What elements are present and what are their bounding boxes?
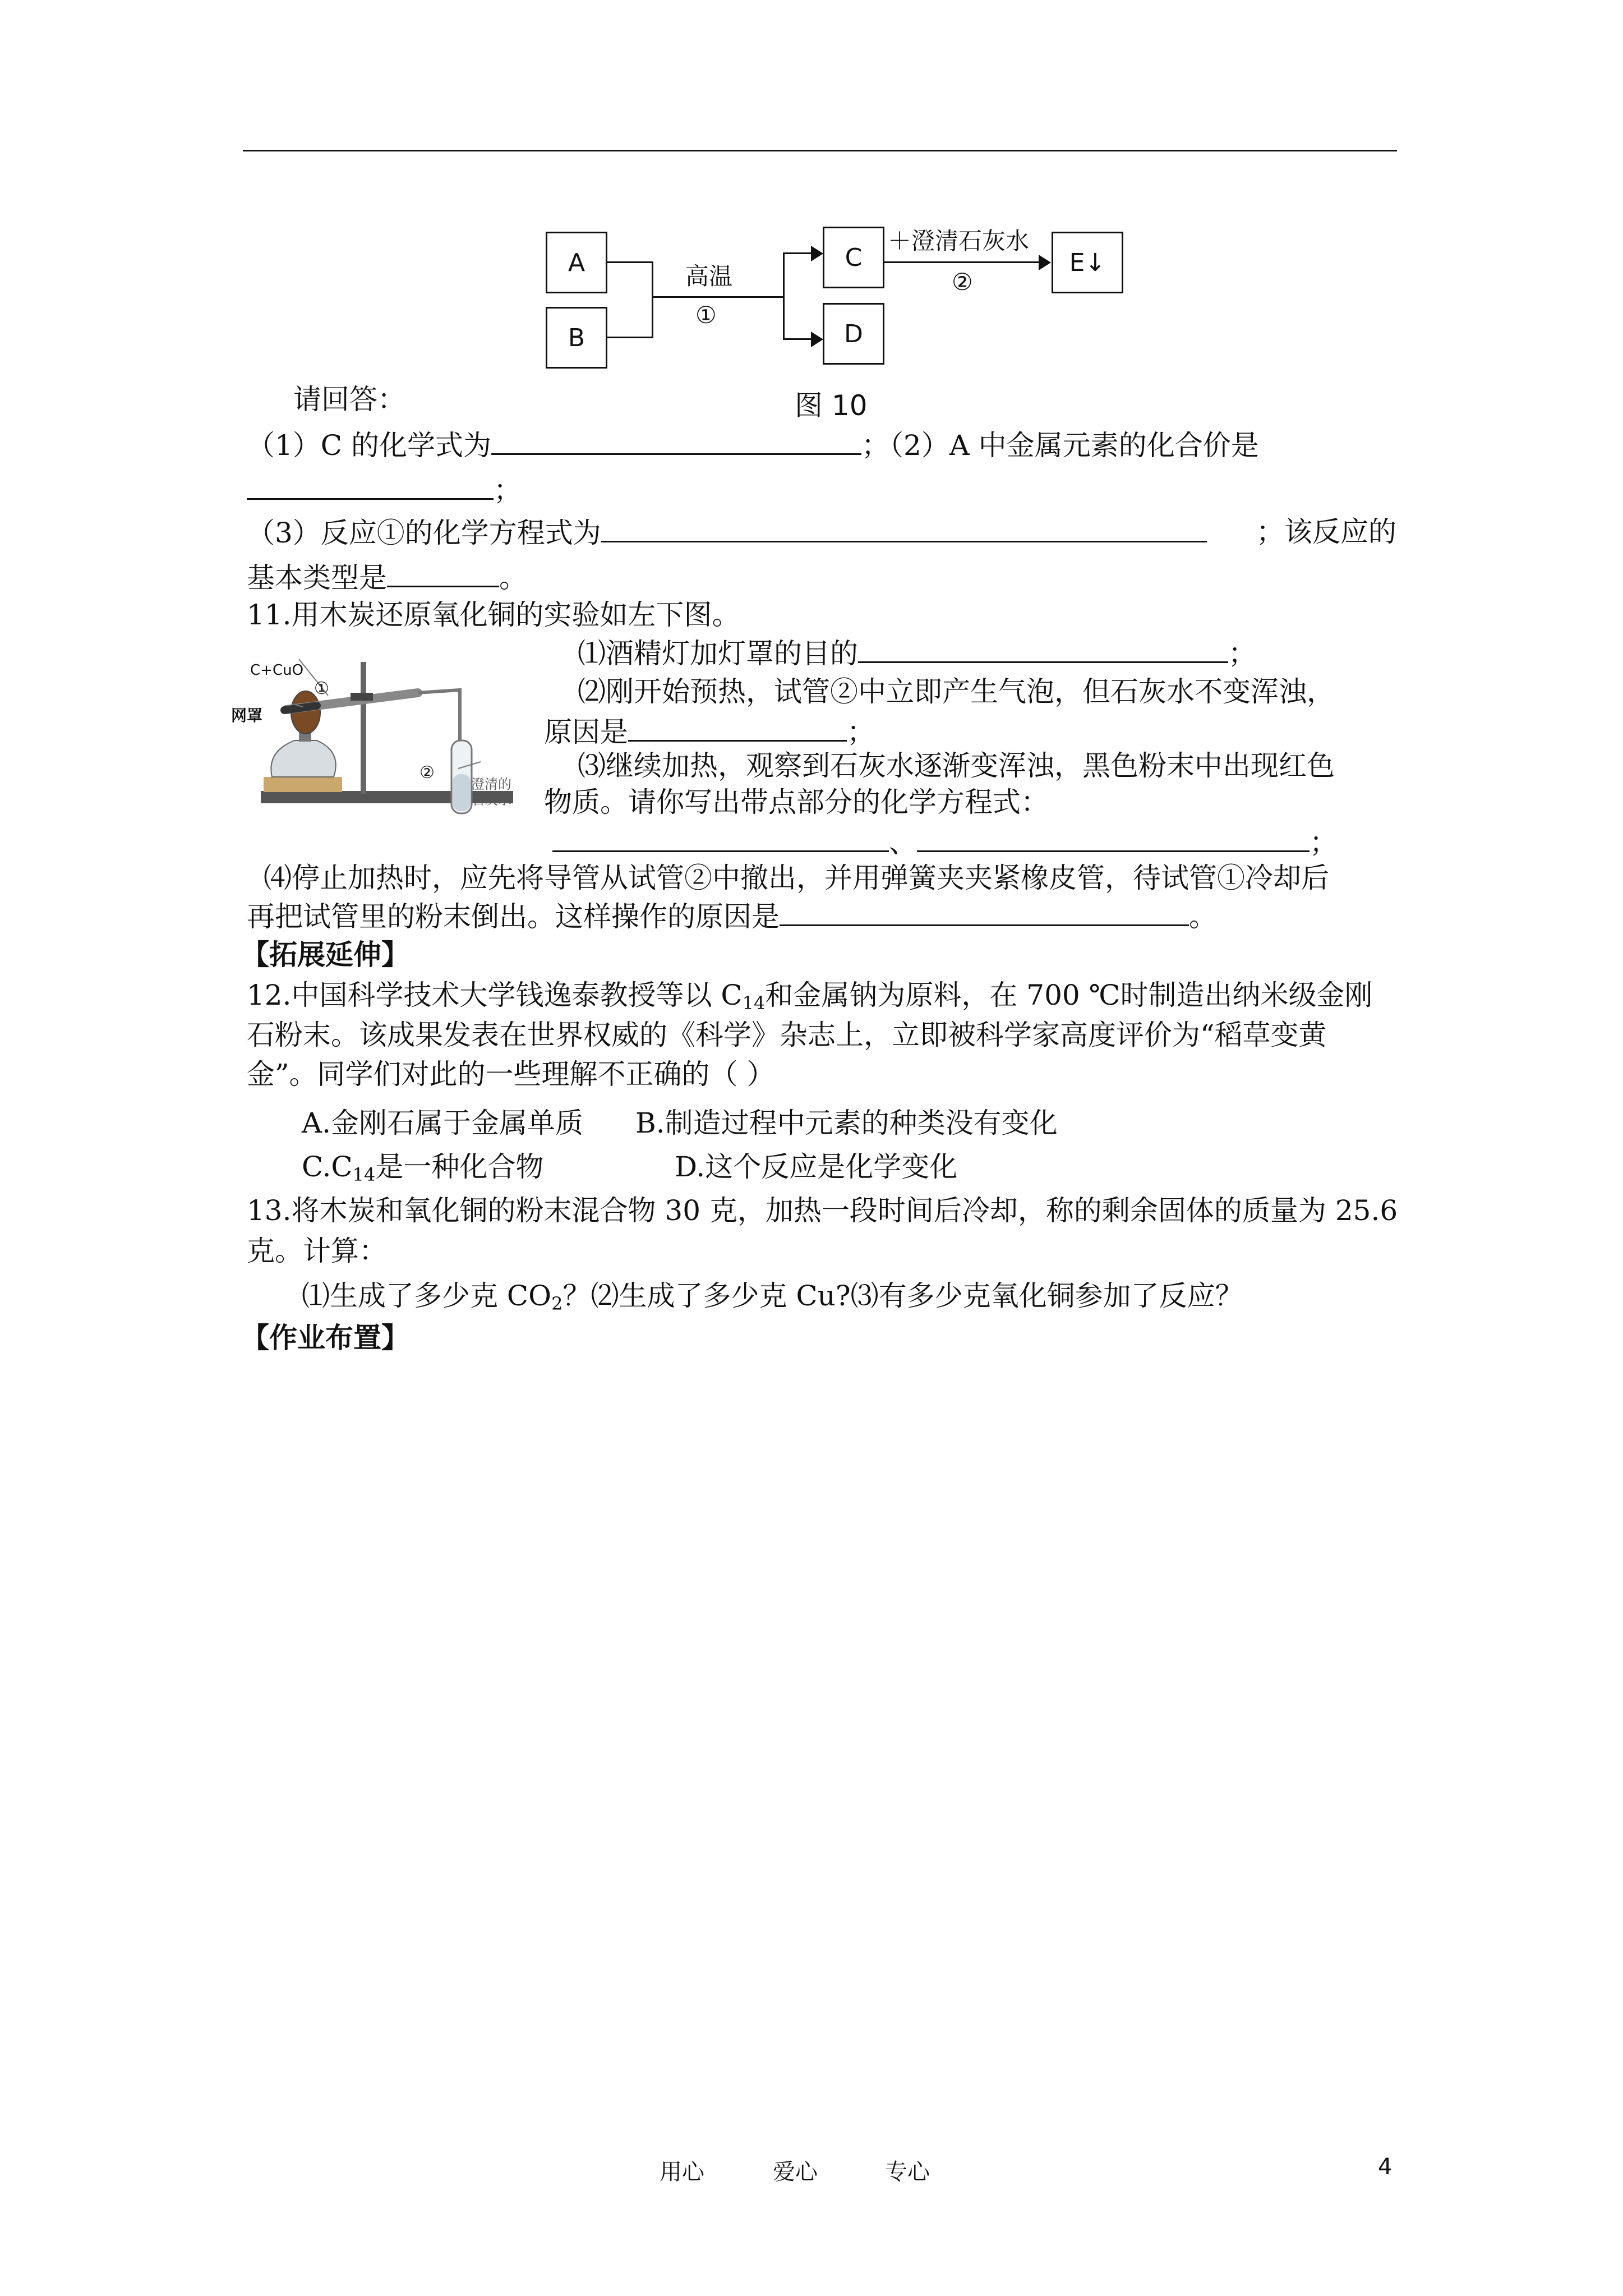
q10-line2 [247, 472, 522, 507]
header-rule [243, 150, 1397, 151]
box-a [546, 232, 607, 293]
connector-main [652, 296, 783, 298]
q11-s1-end: ； [1228, 637, 1256, 670]
q11-s3-text: ⑶继续加热，观察到石灰水逐渐变浑浊，黑色粉末中出现红色 [578, 749, 1335, 782]
q12-line3: 金”。同学们对此的一些理解不正确的（ ） [247, 1058, 775, 1091]
q10-p1-text: （1）C 的化学式为 [247, 429, 491, 462]
q12-option-c-tail: 是一种化合物 [375, 1151, 544, 1183]
answer-blank-valence[interactable] [247, 472, 494, 500]
figure-label-c-cuo: C+CuO [250, 662, 304, 679]
q11-s4-end: 。 [1189, 900, 1217, 933]
wood-block [264, 777, 342, 792]
answer-blank-operation-reason[interactable] [780, 899, 1189, 926]
q11-s4-text: ⑷停止加热时，应先将导管从试管②中撤出，并用弹簧夹夹紧橡皮管，待试管①冷却后 [264, 862, 1329, 894]
q12-option-a[interactable]: A.金刚石属于金属单质 [302, 1107, 584, 1139]
reaction-2-label: ② [952, 268, 973, 296]
arrow-to-d [783, 338, 814, 340]
q12-option-c[interactable] [302, 1150, 543, 1191]
q10-p2-text: ；（2）A 中金属元素的化合价是 [861, 429, 1259, 462]
box-a-label: A [568, 248, 585, 277]
answer-blank-reason[interactable] [628, 714, 847, 742]
q11-s2-text: ⑵刚开始预热，试管②中立即产生气泡，但石灰水不变浑浊， [578, 675, 1335, 708]
arrow-head-e [1039, 255, 1051, 270]
arrow-head-d [811, 332, 823, 347]
figure-10-caption: 图 10 [795, 389, 868, 422]
q13-text-b: ？⑵生成了多少克 Cu?⑶有多少克氧化铜参加了反应？ [562, 1280, 1243, 1312]
q11-s3-prompt: 物质。请你写出带点部分的化学方程式： [544, 786, 1049, 818]
q11-s2-end: ； [847, 716, 875, 748]
q13-line1: 13.将木炭和氧化铜的粉末混合物 30 克，加热一段时间后冷却，称的剩余固体的质量为 25.6 [247, 1194, 1398, 1227]
q11-s3-end: ； [1310, 826, 1338, 859]
figure-label-net: 网罩 [231, 706, 263, 725]
q11-s2-reason: 原因是 [544, 716, 628, 748]
q11-line3 [544, 714, 875, 749]
answer-blank-equation-2[interactable] [917, 825, 1310, 852]
q13-subscript: 2 [551, 1293, 563, 1314]
q10-p1-wrap [247, 427, 1259, 462]
connector-a [607, 261, 652, 263]
answer-blank-lamp-cover[interactable] [858, 636, 1228, 663]
q10-line1 [247, 427, 1396, 462]
stand-rod [361, 662, 366, 794]
q12-line2: 石粉末。该成果发表在世界权威的《科学》杂志上，立即被科学家高度评价为“稻草变黄 [247, 1019, 1327, 1051]
q12-subscript: 14 [742, 992, 766, 1014]
box-b [546, 307, 607, 369]
clamp [351, 693, 373, 701]
q11-line8 [247, 899, 1217, 933]
q10-semicolon: ； [494, 474, 522, 507]
answer-blank-c-formula[interactable] [491, 427, 861, 455]
q10-p3-wrap [247, 515, 1207, 550]
box-d-label: D [844, 319, 863, 348]
q12-text-b: 和金属钠为原料，在 700 ℃时制造出纳米级金刚 [765, 979, 1373, 1011]
limewater [453, 774, 471, 811]
condition-limewater: ＋澄清石灰水 [888, 227, 1030, 255]
q12-line1 [247, 978, 1373, 1020]
box-d [823, 303, 884, 365]
box-c-label: C [845, 243, 863, 272]
q11-s4-reason: 再把试管里的粉末倒出。这样操作的原因是 [247, 900, 780, 933]
alcohol-lamp [271, 740, 335, 777]
figure-label-limewater-1: 澄清的 [471, 776, 511, 792]
q13-line3 [302, 1279, 1243, 1320]
connector-cd-vertical [783, 252, 785, 340]
q10-prompt: 请回答： [293, 383, 405, 416]
reaction-1-label: ① [695, 301, 717, 329]
q11-s1-text: ⑴酒精灯加灯罩的目的 [578, 637, 858, 670]
arrow-c-to-e [884, 261, 1041, 263]
footer-text-2: 爱心 [773, 2159, 818, 2185]
condition-high-temp: 高温 [685, 263, 733, 290]
answer-blank-equation[interactable] [601, 515, 1207, 542]
box-e [1052, 232, 1123, 293]
figure-label-limewater-2: 石灰水 [471, 792, 511, 808]
q12-option-b[interactable]: B.制造过程中元素的种类没有变化 [635, 1107, 1058, 1139]
q10-period: 。 [499, 562, 527, 594]
q11-title: 11.用木炭还原氧化铜的实验如左下图。 [247, 599, 740, 631]
box-b-label: B [568, 323, 585, 352]
page-number: 4 [1378, 2154, 1393, 2180]
q10-type-text: 基本类型是 [247, 562, 387, 594]
q13-line2: 克。计算： [247, 1235, 387, 1267]
section-heading-extension: 【拓展延伸】 [241, 938, 409, 971]
q11-line6 [552, 825, 1338, 859]
q10-line3 [247, 515, 1396, 550]
box-c [823, 227, 884, 288]
answer-blank-equation-1[interactable] [552, 825, 889, 852]
box-e-label: E↓ [1069, 248, 1106, 277]
q10-line4 [247, 560, 527, 595]
q12-text-a: 12.中国科学技术大学钱逸泰教授等以 C [247, 979, 743, 1011]
connector-ab-vertical [652, 261, 653, 338]
q10-p3-tail: ；该反应的 [1256, 516, 1396, 548]
q12-option-d[interactable]: D.这个反应是化学变化 [675, 1151, 958, 1183]
q12-option-c-subscript: 14 [352, 1164, 376, 1185]
q11-line1 [578, 636, 1256, 670]
connector-b [607, 337, 652, 338]
q13-text-a: ⑴生成了多少克 CO [302, 1280, 552, 1312]
arrow-to-c [783, 252, 814, 254]
q11-separator: 、 [889, 826, 917, 859]
answer-blank-reaction-type[interactable] [387, 560, 499, 587]
q12-option-c-text: C.C [302, 1151, 353, 1183]
figure-label-tube2: ② [419, 763, 435, 783]
q10-p3-text: （3）反应①的化学方程式为 [247, 517, 601, 549]
footer-text-1: 用心 [660, 2159, 704, 2185]
section-heading-homework: 【作业布置】 [241, 1321, 409, 1354]
figure-label-tube1: ① [314, 679, 329, 698]
footer-text-3: 专心 [885, 2159, 930, 2185]
arrow-head-c [811, 246, 823, 261]
